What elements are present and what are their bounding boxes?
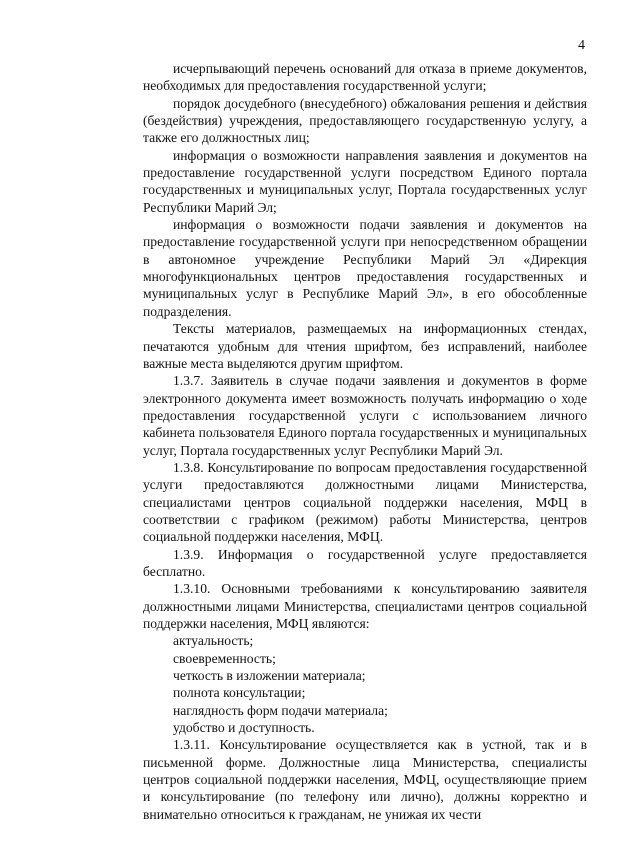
paragraph: 1.3.9. Информация о государственной услуге предоставляется бесплатно. bbox=[143, 546, 587, 579]
paragraph: информация о возможности направления заявления и документов на предоставление государственной услуги посредством Единого портала государственных и муниципальных услуг, Портала государственных услуг Республики Марий Эл; bbox=[143, 147, 587, 215]
paragraph: Тексты материалов, размещаемых на информационных стендах, печатаются удобным для чтения шрифтом, без исправлений, наиболее важные места выделяются другим шрифтом. bbox=[143, 321, 587, 371]
paragraph: исчерпывающий перечень оснований для отказа в приеме документов, необходимых для предоставления государственной услуги; bbox=[143, 61, 587, 94]
paragraph: 1.3.10. Основными требованиями к консультированию заявителя должностными лицами Министерства, специалистами центров социальной поддержки населения, МФЦ являются: bbox=[143, 581, 587, 631]
list-item: актуальность; bbox=[173, 633, 254, 649]
paragraph: 1.3.11. Консультирование осуществляется как в устной, так и в письменной форме. Должностные лица Министерства, специалисты центров социальной поддержки населения, МФЦ, осуществляющие прием и консультирование (по телефону или лично), должны корректно и внимательно относиться к гражданам, не унижая их чести bbox=[143, 737, 587, 822]
list-item: наглядность форм подачи материала; bbox=[173, 702, 388, 718]
list-item: четкость в изложении материала; bbox=[173, 668, 366, 684]
page-number: 4 bbox=[578, 38, 585, 53]
paragraph: информация о возможности подачи заявления и документов на предоставление государственной услуги при непосредственном обращении в автономное учреждение Республики Марий Эл «Дирекция многофункциональных центров предоставления государственных и муниципальных услуг в Республике Марий Эл», в его обособленные подразделения. bbox=[143, 217, 587, 319]
paragraph: порядок досудебного (внесудебного) обжалования решения и действия (бездействия) учреждения, предоставляющего государственную услугу, а также его должностных лиц; bbox=[143, 95, 587, 146]
list-item: удобство и доступность. bbox=[173, 720, 315, 736]
paragraph: 1.3.7. Заявитель в случае подачи заявления и документов в форме электронного документа имеет возможность получать информацию о ходе предоставления государственной услуги с использованием личного кабинета пользователя Единого портала государственных и муниципальных услуг, Портала государственных услуг Республики Марий Эл. bbox=[143, 373, 587, 458]
document-body bbox=[143, 60, 587, 823]
list-item: своевременность; bbox=[173, 650, 276, 666]
paragraph: 1.3.8. Консультирование по вопросам предоставления государственной услуги предоставляются должностными лицами Министерства, специалистами центров социальной поддержки населения, МФЦ в соответствии с графиком (режимом) работы Министерства, центров социальной поддержки населения, МФЦ. bbox=[143, 459, 587, 545]
list-item: полнота консультации; bbox=[173, 685, 306, 701]
